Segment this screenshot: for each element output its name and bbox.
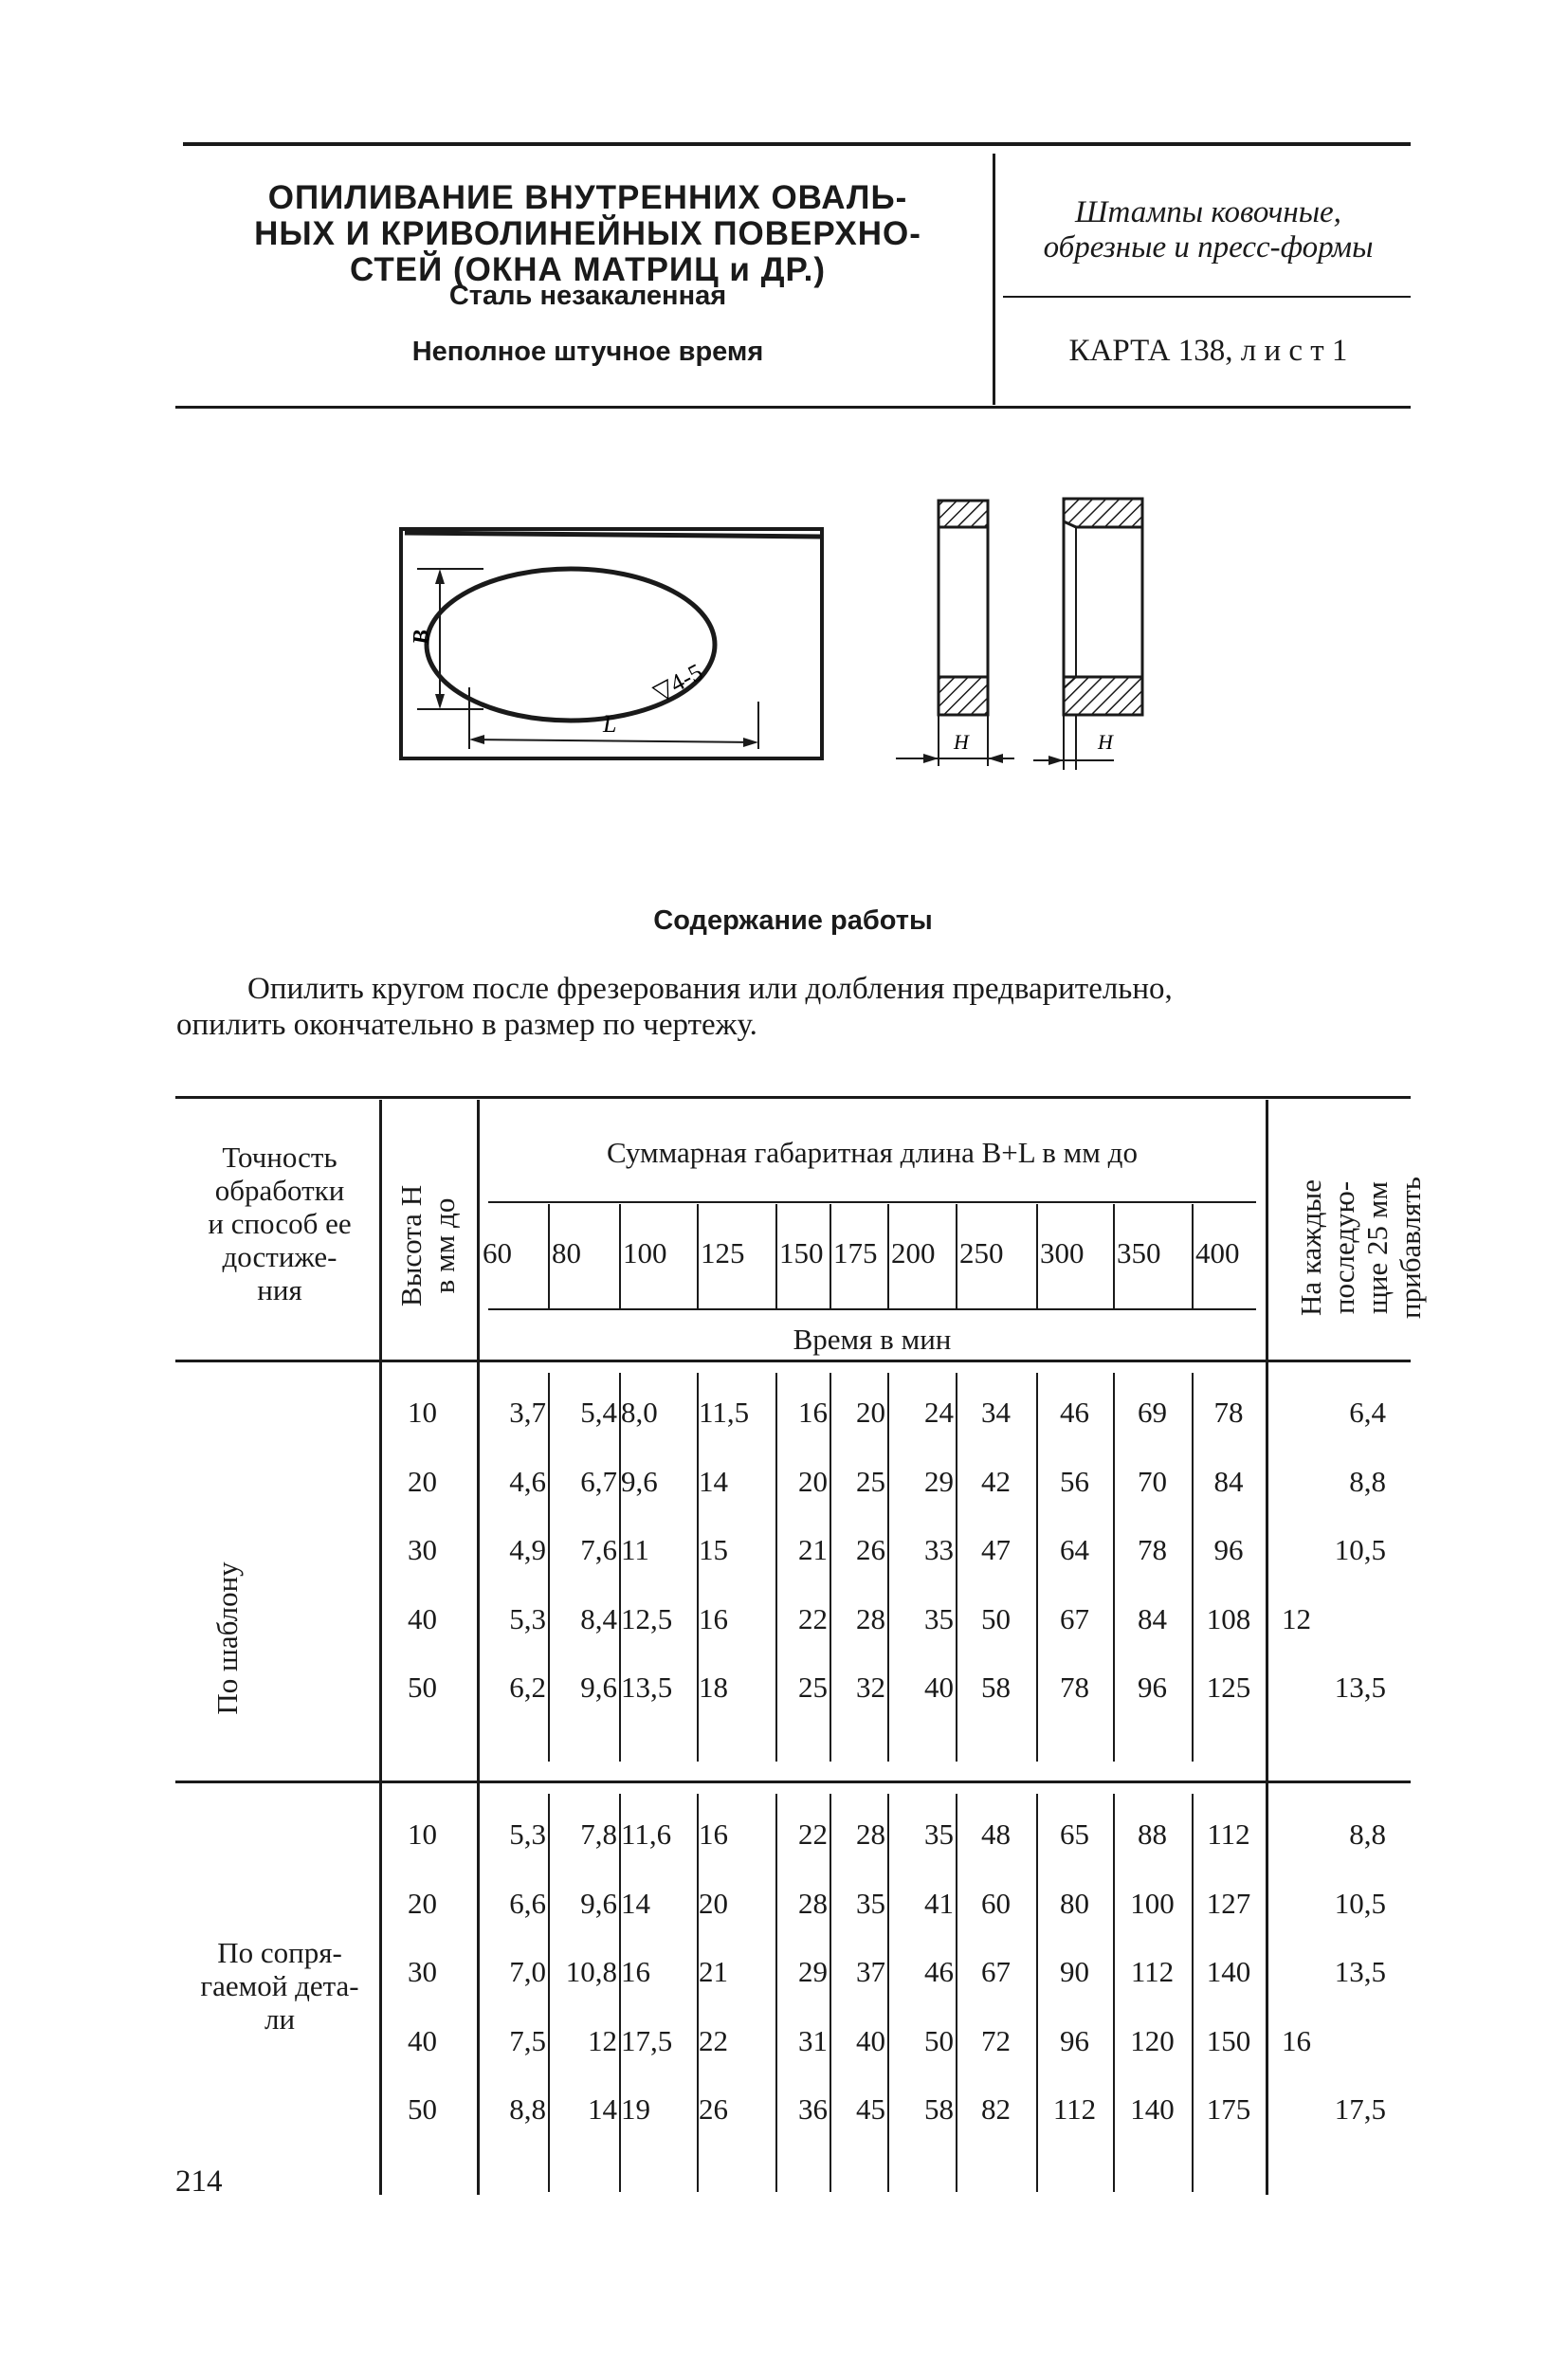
header-divider	[993, 154, 995, 405]
time-cell: 32	[856, 1671, 885, 1704]
value-col-rule	[1192, 1794, 1194, 2192]
length-header: 80	[552, 1236, 581, 1269]
time-cell: 84	[1213, 1465, 1244, 1498]
time-cell: 58	[981, 1671, 1011, 1704]
method-mating-label	[175, 1936, 384, 2036]
time-cell: 11,5	[699, 1396, 750, 1429]
time-cell: 26	[699, 2092, 728, 2126]
extra-cell: 17,5	[1334, 2092, 1386, 2126]
time-cell: 35	[856, 1887, 885, 1920]
time-cell: 25	[798, 1671, 828, 1704]
value-col-rule	[956, 1794, 957, 2192]
time-cell: 9,6	[621, 1465, 658, 1498]
length-top-rule	[488, 1201, 1256, 1203]
time-cell: 140	[1130, 2092, 1175, 2126]
header-bottom-rule	[175, 1360, 1411, 1362]
col-height-line: в мм до	[428, 1197, 461, 1294]
method-mating-line: гаемой дета-	[200, 1969, 359, 2002]
time-cell: 45	[856, 2092, 885, 2126]
col-extra-header	[1294, 1124, 1427, 1371]
dim-l-label: L	[603, 710, 617, 738]
time-cell: 48	[981, 1817, 1011, 1851]
time-cell: 26	[856, 1533, 885, 1566]
time-cell: 16	[699, 1817, 728, 1851]
value-col-rule	[548, 1794, 550, 2192]
time-cell: 78	[1060, 1671, 1089, 1704]
method-mating-line: ли	[264, 2002, 296, 2036]
length-header: 300	[1040, 1236, 1085, 1269]
col-method-header	[180, 1141, 379, 1306]
col-method-line: ния	[257, 1273, 302, 1306]
time-cell: 175	[1206, 2092, 1251, 2126]
extra-cell: 8,8	[1349, 1817, 1386, 1851]
time-cell: 36	[798, 2092, 828, 2126]
time-cell: 4,6	[509, 1465, 546, 1498]
span-header: Суммарная габаритная длина B+L в мм до	[607, 1136, 1138, 1169]
time-cell: 42	[981, 1465, 1011, 1498]
time-cell: 29	[924, 1465, 954, 1498]
group-divider-rule	[175, 1780, 1411, 1783]
time-cell: 50	[924, 2024, 954, 2057]
work-text	[176, 971, 1411, 1043]
time-cell: 96	[1060, 2024, 1089, 2057]
time-cell: 112	[1052, 2092, 1097, 2126]
height-cell: 10	[408, 1396, 437, 1429]
category-line: Штампы ковочные,	[1075, 195, 1341, 229]
time-cell: 15	[699, 1533, 728, 1566]
time-cell: 11,6	[621, 1817, 672, 1851]
time-cell: 88	[1138, 1817, 1167, 1851]
length-header: 250	[959, 1236, 1004, 1269]
header-bottom-rule	[175, 406, 1411, 409]
length-col-rule	[548, 1204, 550, 1308]
time-cell: 46	[924, 1955, 954, 1988]
length-header: 60	[483, 1236, 512, 1269]
roughness-mark: ▽4-5	[648, 658, 708, 707]
time-cell: 3,7	[509, 1396, 546, 1429]
dim-h-label: H	[1098, 730, 1113, 754]
col-method-line: обработки	[214, 1174, 345, 1207]
time-cell: 96	[1138, 1671, 1167, 1704]
col-extra-line: щие 25 мм	[1360, 1181, 1394, 1314]
work-text-line: Опилить кругом после фрезерования или долбления предварительно,	[247, 972, 1173, 1006]
length-col-rule	[619, 1204, 621, 1308]
method-mating-line: По сопря-	[217, 1936, 342, 1969]
extra-cell: 10,5	[1334, 1887, 1386, 1920]
time-cell: 112	[1207, 1817, 1250, 1851]
col-height-rule	[477, 1100, 480, 2195]
dim-b-label: B	[410, 629, 434, 645]
extra-cell: 8,8	[1349, 1465, 1386, 1498]
time-cell: 60	[981, 1887, 1011, 1920]
time-cell: 4,9	[509, 1533, 546, 1566]
col-extra-line: На каждые	[1294, 1178, 1327, 1317]
height-cell: 30	[408, 1533, 437, 1566]
time-cell: 29	[798, 1955, 828, 1988]
time-cell: 82	[981, 2092, 1011, 2126]
height-cell: 10	[408, 1817, 437, 1851]
time-cell: 8,8	[509, 2092, 546, 2126]
time-cell: 18	[699, 1671, 728, 1704]
length-col-rule	[1113, 1204, 1115, 1308]
extra-cell: 13,5	[1334, 1671, 1386, 1704]
part-drawing	[379, 474, 1176, 796]
time-cell: 7,5	[509, 2024, 546, 2057]
time-cell: 7,0	[509, 1955, 546, 1988]
time-cell: 90	[1060, 1955, 1089, 1988]
time-cell: 7,6	[580, 1533, 617, 1566]
time-cell: 8,4	[580, 1602, 617, 1635]
height-cell: 50	[408, 1671, 437, 1704]
time-cell: 14	[699, 1465, 728, 1498]
time-cell: 40	[924, 1671, 954, 1704]
table-top-rule	[175, 1096, 1411, 1099]
length-header: 150	[779, 1236, 824, 1269]
col-height-header	[394, 1151, 465, 1341]
time-cell: 100	[1130, 1887, 1175, 1920]
height-cell: 50	[408, 2092, 437, 2126]
time-cell: 22	[699, 2024, 728, 2057]
length-col-rule	[1192, 1204, 1194, 1308]
height-cell: 20	[408, 1465, 437, 1498]
col-method-line: достиже-	[222, 1240, 337, 1273]
time-cell: 12	[588, 2024, 617, 2057]
height-cell: 30	[408, 1955, 437, 1988]
time-cell: 20	[856, 1396, 885, 1429]
length-col-rule	[830, 1204, 831, 1308]
time-cell: 31	[798, 2024, 828, 2057]
extra-cell: 16	[1282, 2024, 1311, 2057]
time-cell: 108	[1206, 1602, 1251, 1635]
length-header: 400	[1195, 1236, 1240, 1269]
time-cell: 11	[621, 1533, 649, 1566]
time-cell: 21	[699, 1955, 728, 1988]
title-line: ОПИЛИВАНИЕ ВНУТРЕННИХ ОВАЛЬ-	[267, 179, 908, 216]
extra-cell: 13,5	[1334, 1955, 1386, 1988]
extra-cell: 12	[1282, 1602, 1311, 1635]
time-cell: 16	[798, 1396, 828, 1429]
page-title	[190, 180, 986, 288]
time-cell: 7,8	[580, 1817, 617, 1851]
title-line: НЫХ И КРИВОЛИНЕЙНЫХ ПОВЕРХНО-	[254, 215, 921, 252]
length-col-rule	[697, 1204, 699, 1308]
extra-cell: 10,5	[1334, 1533, 1386, 1566]
col-height-line: Высота H	[394, 1184, 428, 1307]
time-cell: 96	[1213, 1533, 1244, 1566]
length-header: 350	[1117, 1236, 1161, 1269]
page-number: 214	[175, 2164, 223, 2199]
time-cell: 19	[621, 2092, 650, 2126]
time-cell: 78	[1213, 1396, 1244, 1429]
length-col-rule	[1036, 1204, 1038, 1308]
card-number: КАРТА 138, л и с т 1	[1068, 334, 1348, 368]
col-method-line: и способ ее	[208, 1207, 352, 1240]
category-line: обрезные и пресс-формы	[1043, 230, 1374, 265]
time-cell: 9,6	[580, 1887, 617, 1920]
time-cell: 14	[621, 1887, 650, 1920]
time-cell: 46	[1060, 1396, 1089, 1429]
time-cell: 37	[856, 1955, 885, 1988]
time-cell: 47	[981, 1533, 1011, 1566]
value-col-rule	[887, 1794, 889, 2192]
value-col-rule	[1113, 1794, 1115, 2192]
time-cell: 14	[588, 2092, 617, 2126]
method-template-label: По шаблону	[210, 1561, 244, 1715]
time-cell: 10,8	[565, 1955, 617, 1988]
time-cell: 12,5	[621, 1602, 673, 1635]
time-cell: 6,7	[580, 1465, 617, 1498]
work-title: Содержание работы	[653, 905, 933, 936]
time-cell: 84	[1138, 1602, 1167, 1635]
material-label: Сталь незакаленная	[448, 281, 727, 311]
time-cell: 22	[798, 1602, 828, 1635]
col-extra-line: последую-	[1327, 1180, 1360, 1315]
time-cell: 6,2	[509, 1671, 546, 1704]
time-cell: 8,0	[621, 1396, 658, 1429]
time-cell: 35	[924, 1817, 954, 1851]
time-cell: 13,5	[621, 1671, 673, 1704]
length-bottom-rule	[488, 1308, 1256, 1310]
time-cell: 67	[981, 1955, 1011, 1988]
col-method-line: Точность	[222, 1141, 337, 1174]
time-cell: 127	[1206, 1887, 1251, 1920]
time-cell: 69	[1138, 1396, 1167, 1429]
title-line: СТЕЙ (ОКНА МАТРИЦ и ДР.)	[349, 251, 827, 288]
extra-cell: 6,4	[1349, 1396, 1386, 1429]
height-cell: 40	[408, 2024, 437, 2057]
time-cell: 16	[621, 1955, 650, 1988]
length-header: 100	[623, 1236, 667, 1269]
value-col-rule	[1036, 1794, 1038, 2192]
time-cell: 72	[981, 2024, 1011, 2057]
time-cell: 35	[924, 1602, 954, 1635]
time-cell: 28	[856, 1817, 885, 1851]
time-cell: 80	[1060, 1887, 1089, 1920]
header-top-rule	[183, 142, 1411, 146]
time-cell: 34	[981, 1396, 1011, 1429]
time-cell: 67	[1060, 1602, 1089, 1635]
time-cell: 28	[856, 1602, 885, 1635]
time-cell: 140	[1206, 1955, 1251, 1988]
col-extra-line: прибавлять	[1394, 1177, 1427, 1319]
time-cell: 25	[856, 1465, 885, 1498]
time-cell: 125	[1206, 1671, 1251, 1704]
length-header: 175	[833, 1236, 878, 1269]
time-cell: 5,3	[509, 1817, 546, 1851]
time-cell: 20	[798, 1465, 828, 1498]
height-cell: 20	[408, 1887, 437, 1920]
time-cell: 5,4	[580, 1396, 617, 1429]
length-col-rule	[956, 1204, 957, 1308]
time-cell: 40	[856, 2024, 885, 2057]
time-cell: 78	[1138, 1533, 1167, 1566]
length-header: 125	[701, 1236, 745, 1269]
time-cell: 65	[1060, 1817, 1089, 1851]
time-cell: 17,5	[621, 2024, 673, 2057]
time-cell: 16	[699, 1602, 728, 1635]
dim-h-label: H	[954, 730, 969, 754]
time-cell: 150	[1206, 2024, 1251, 2057]
length-col-rule	[775, 1204, 777, 1308]
height-cell: 40	[408, 1602, 437, 1635]
col-extra-rule	[1266, 1100, 1268, 2195]
time-cell: 24	[924, 1396, 954, 1429]
time-cell: 33	[924, 1533, 954, 1566]
header-right-rule	[1003, 296, 1411, 298]
time-cell: 64	[1060, 1533, 1089, 1566]
time-cell: 5,3	[509, 1602, 546, 1635]
length-header: 200	[891, 1236, 936, 1269]
time-header: Время в мин	[793, 1323, 952, 1356]
value-col-rule	[697, 1794, 699, 2192]
time-cell: 112	[1130, 1955, 1175, 1988]
time-cell: 21	[798, 1533, 828, 1566]
time-cell: 22	[798, 1817, 828, 1851]
work-text-line: опилить окончательно в размер по чертежу.	[176, 1008, 757, 1042]
time-cell: 58	[924, 2092, 954, 2126]
time-cell: 56	[1060, 1465, 1089, 1498]
time-cell: 9,6	[580, 1671, 617, 1704]
value-col-rule	[775, 1794, 777, 2192]
time-cell: 6,6	[509, 1887, 546, 1920]
time-cell: 50	[981, 1602, 1011, 1635]
time-cell: 20	[699, 1887, 728, 1920]
time-cell: 120	[1130, 2024, 1175, 2057]
time-cell: 28	[798, 1887, 828, 1920]
value-col-rule	[619, 1794, 621, 2192]
length-col-rule	[887, 1204, 889, 1308]
time-cell: 70	[1138, 1465, 1167, 1498]
category-label	[997, 195, 1419, 265]
value-col-rule	[830, 1794, 831, 2192]
time-type-label: Неполное штучное время	[411, 337, 764, 367]
time-cell: 41	[924, 1887, 954, 1920]
